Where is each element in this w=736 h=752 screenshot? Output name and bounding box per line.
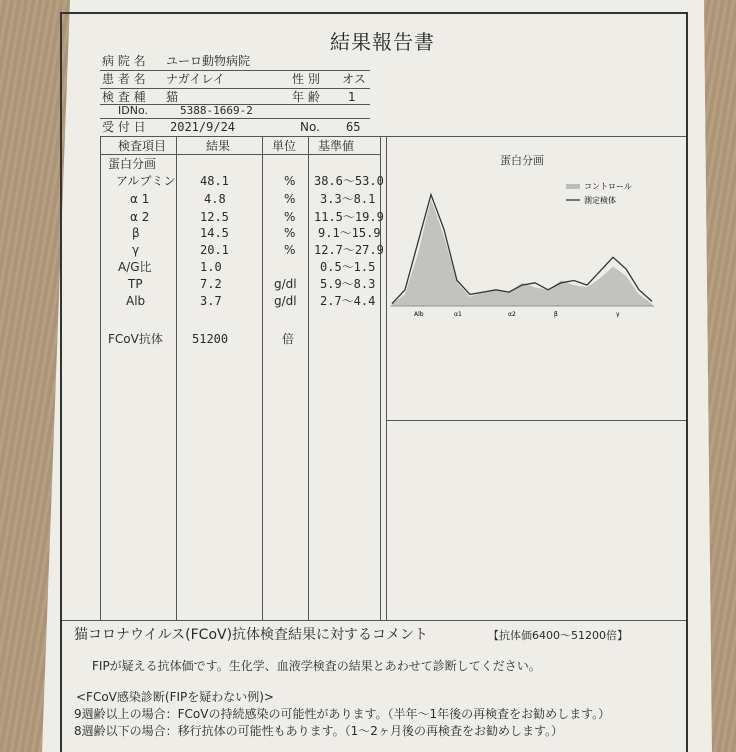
x-label-2: α2 (508, 311, 516, 318)
comment-subtitle: <FCoV感染診断(FIPを疑わない例)> (76, 690, 274, 704)
hospital-label: 病 院 名 (102, 54, 146, 68)
col-header-ref: 基準値 (318, 139, 355, 153)
x-label-4: γ (616, 311, 620, 318)
legend-sample: 測定検体 (584, 196, 616, 205)
chart-title: 蛋白分画 (500, 154, 544, 167)
legend-control: コントロール (584, 182, 632, 191)
comment-line-2: 8週齢以下の場合：移行抗体の可能性もあります。（1〜2ヶ月後の再検査をお勧めします。） (74, 724, 563, 738)
comment-body: FIPが疑える抗体価です。生化学、血液学検査の結果とあわせて診断してください。 (92, 659, 541, 673)
patient-name: ナガイレイ (166, 72, 225, 86)
sex-value: オス (342, 72, 366, 86)
control-area (392, 199, 652, 306)
date-value: 2021/9/24 (170, 120, 236, 134)
age-label: 年 齢 (292, 90, 320, 104)
patient-label: 患 者 名 (102, 72, 146, 86)
id-label: IDNo. (118, 104, 148, 117)
date-label: 受 付 日 (102, 120, 146, 134)
section-protein: 蛋白分画 (108, 157, 157, 171)
type-label: 検 査 種 (102, 90, 146, 104)
x-label-1: α1 (454, 311, 462, 318)
col-header-item: 検査項目 (118, 139, 167, 153)
comment-line-1: 9週齢以上の場合：FCoVの持続感染の可能性があります。（半年〜1年後の再検査をお勧めします。） (74, 707, 611, 721)
report-title: 結果報告書 (330, 30, 435, 54)
col-header-unit: 単位 (272, 139, 297, 153)
no-value: 65 (346, 120, 361, 134)
comment-title: 猫コロナウイルス(FCoV)抗体検査結果に対するコメント (74, 627, 429, 643)
id-value: 5388-1669-2 (180, 104, 253, 117)
type-value: 猫 (166, 90, 179, 104)
no-label: No. (300, 120, 320, 134)
age-value: 1 (348, 90, 356, 104)
x-label-0: Alb (414, 311, 424, 318)
electrophoresis-chart (388, 170, 684, 320)
col-header-result: 結果 (206, 139, 231, 153)
comment-range: 【抗体価6400〜51200倍】 (488, 629, 628, 642)
legend-swatch-control (566, 184, 580, 189)
sex-label: 性 別 (292, 72, 320, 86)
hospital-name: ユーロ動物病院 (166, 54, 251, 68)
x-label-3: β (554, 311, 558, 318)
